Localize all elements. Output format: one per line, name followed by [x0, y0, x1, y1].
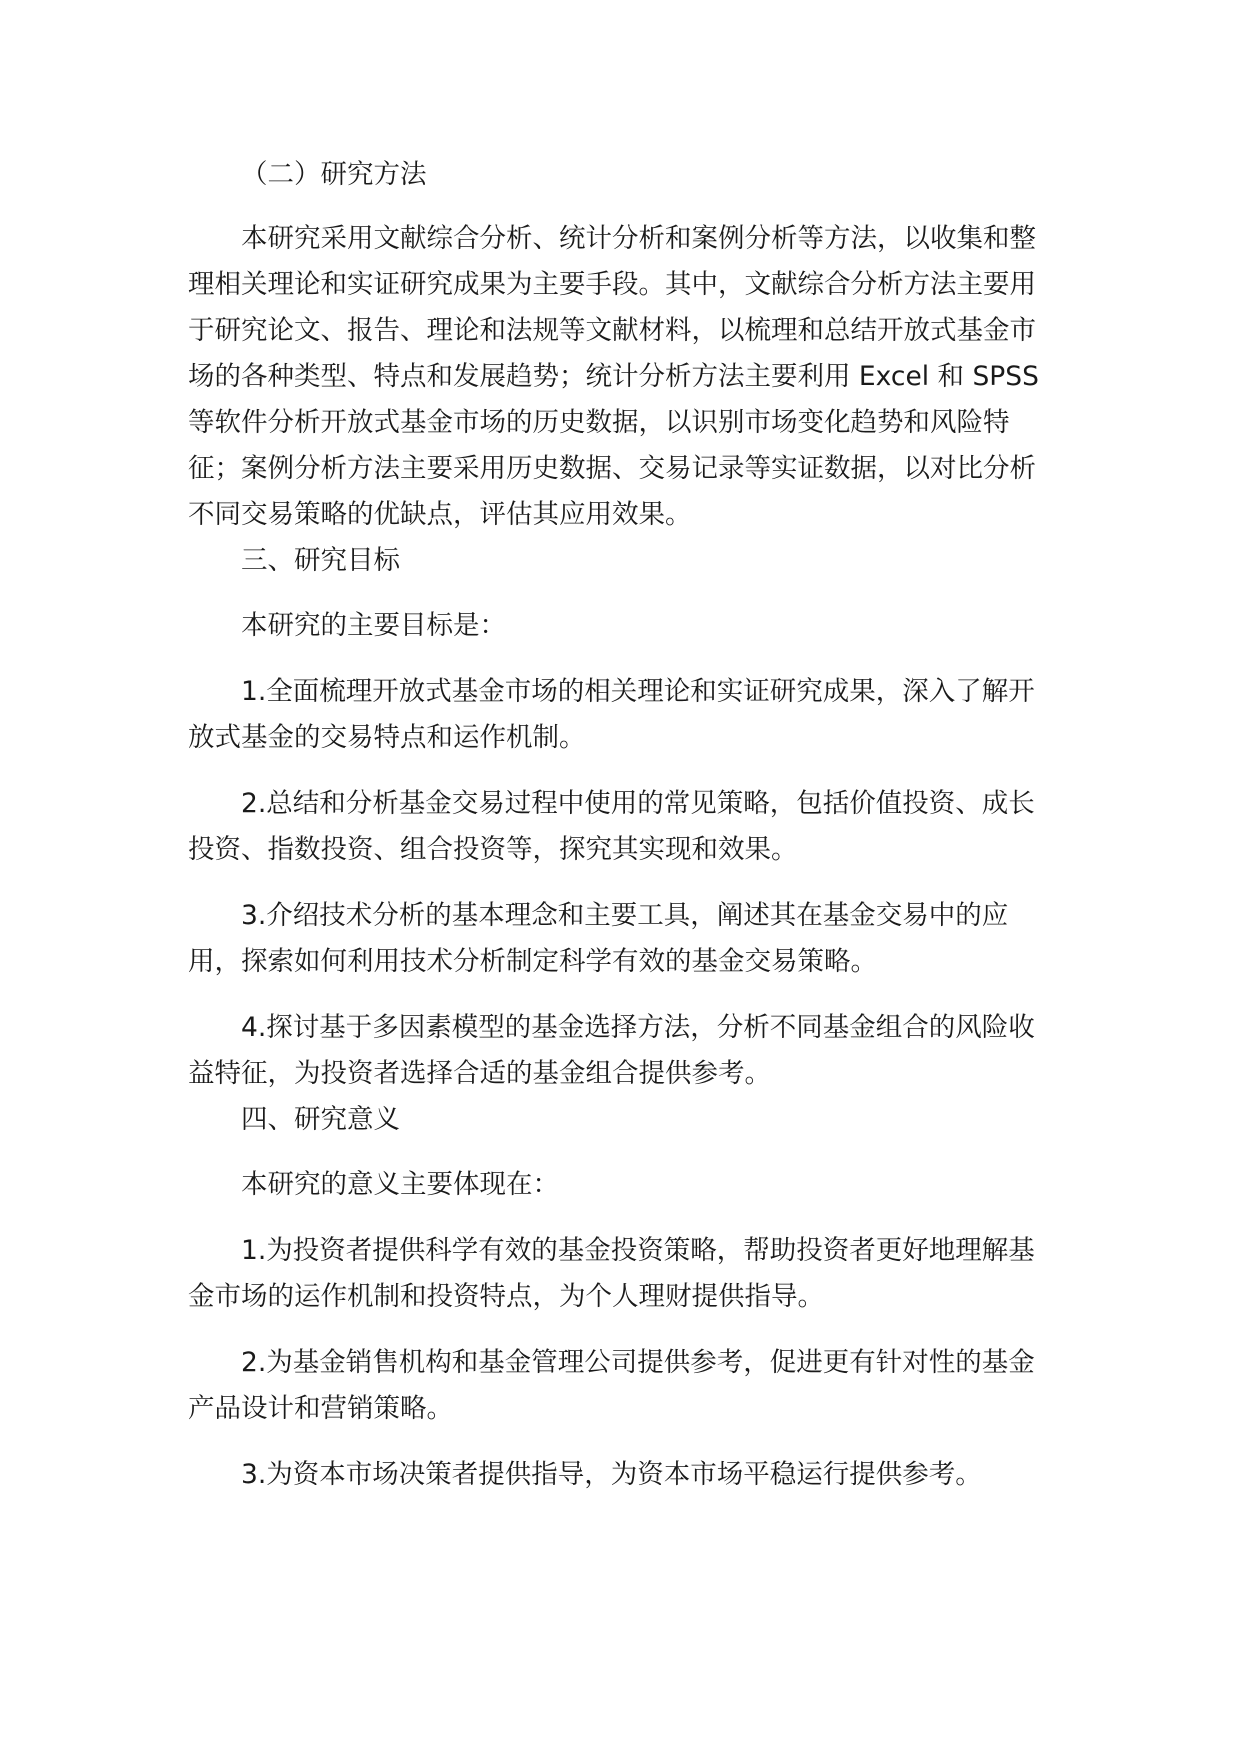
section-heading-research-goals: 三、研究目标	[241, 545, 400, 576]
list-item-goal-3: 3.介绍技术分析的基本理念和主要工具，阐述其在基金交易中的应用，探索如何利用技术分析制定科学有效的基金交易策略。	[188, 900, 1009, 977]
document-body	[188, 152, 1054, 1498]
list-item-goal-4: 4.探讨基于多因素模型的基金选择方法，分析不同基金组合的风险收益特征，为投资者选择合适的基金组合提供参考。	[188, 1012, 1035, 1089]
section-heading-research-significance: 四、研究意义	[241, 1104, 400, 1135]
list-item-significance-1: 1.为投资者提供科学有效的基金投资策略，帮助投资者更好地理解基金市场的运作机制和投资特点，为个人理财提供指导。	[188, 1235, 1035, 1312]
paragraph-significance-intro: 本研究的意义主要体现在：	[241, 1169, 559, 1200]
list-item-goal-1: 1.全面梳理开放式基金市场的相关理论和实证研究成果，深入了解开放式基金的交易特点和运作机制。	[188, 676, 1035, 753]
list-item-goal-2: 2.总结和分析基金交易过程中使用的常见策略，包括价值投资、成长投资、指数投资、组合投资等，探究其实现和效果。	[188, 788, 1035, 865]
paragraph-research-methods: 本研究采用文献综合分析、统计分析和案例分析等方法，以收集和整理相关理论和实证研究成果为主要手段。其中，文献综合分析方法主要用于研究论文、报告、理论和法规等文献材料，以梳理和总结开放式基金市场的各种类型、特点和发展趋势；统计分析方法主要利用 Excel 和 SPSS 等软件分析开放式基金市场的历史数据，以识别市场变化趋势和风险特征；案例分析方法主要采用历史数据、交易记录等实证数据，以对比分析不同交易策略的优缺点，评估其应用效果。	[188, 223, 1039, 530]
section-heading-research-methods: （二）研究方法	[241, 159, 427, 190]
paragraph-goals-intro: 本研究的主要目标是：	[241, 610, 506, 641]
list-item-significance-2: 2.为基金销售机构和基金管理公司提供参考，促进更有针对性的基金产品设计和营销策略。	[188, 1347, 1035, 1424]
list-item-significance-3: 3.为资本市场决策者提供指导，为资本市场平稳运行提供参考。	[241, 1459, 982, 1490]
